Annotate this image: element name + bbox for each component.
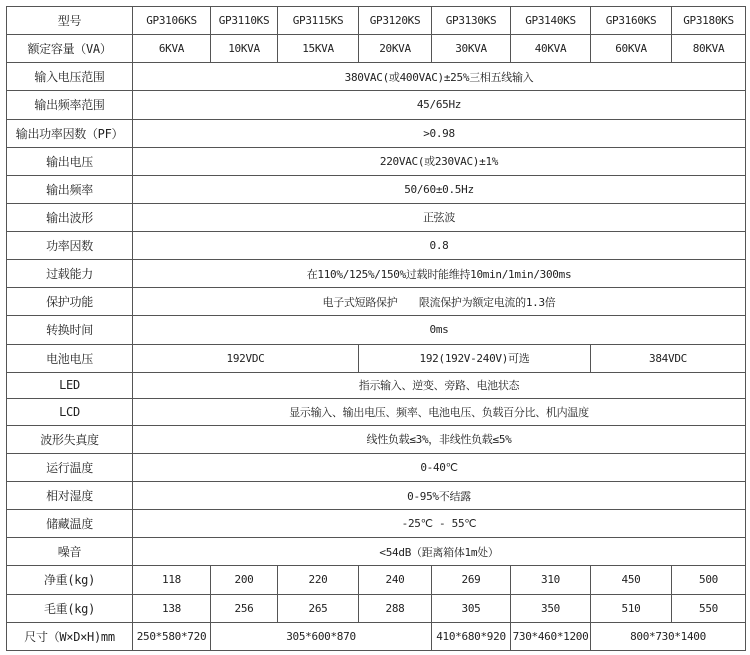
table-row xyxy=(7,119,746,147)
table-cell: 800*730*1400 xyxy=(591,622,746,650)
row-label: 毛重(kg) xyxy=(7,594,133,622)
table-cell: GP3115KS xyxy=(278,7,359,35)
spec-table-body xyxy=(7,7,746,651)
row-label: LCD xyxy=(7,399,133,426)
table-cell: 10KVA xyxy=(211,35,278,63)
table-cell: 256 xyxy=(211,594,278,622)
table-cell: GP3110KS xyxy=(211,7,278,35)
table-cell: 在110%/125%/150%过载时能维持10min/1min/300ms xyxy=(133,260,746,288)
table-cell: 200 xyxy=(211,566,278,594)
table-cell: 192(192V-240V)可选 xyxy=(359,344,591,372)
table-cell: 30KVA xyxy=(432,35,511,63)
table-cell: 线性负载≤3%，非线性负载≤5% xyxy=(133,425,746,453)
table-row xyxy=(7,288,746,316)
row-label: 电池电压 xyxy=(7,344,133,372)
table-row xyxy=(7,372,746,399)
table-cell: >0.98 xyxy=(133,119,746,147)
row-label: 噪音 xyxy=(7,538,133,566)
table-row xyxy=(7,203,746,231)
table-row xyxy=(7,91,746,119)
table-cell: 15KVA xyxy=(278,35,359,63)
table-row xyxy=(7,399,746,426)
table-cell: 0.8 xyxy=(133,232,746,260)
table-cell: 指示输入、逆变、旁路、电池状态 xyxy=(133,372,746,399)
table-cell: 0-40℃ xyxy=(133,453,746,481)
table-row xyxy=(7,63,746,91)
row-label: 净重(kg) xyxy=(7,566,133,594)
row-label: 额定容量（VA） xyxy=(7,35,133,63)
table-cell: 40KVA xyxy=(511,35,591,63)
row-label: 运行温度 xyxy=(7,453,133,481)
table-cell: 45/65Hz xyxy=(133,91,746,119)
table-cell: 380VAC(或400VAC)±25%三相五线输入 xyxy=(133,63,746,91)
table-cell: 730*460*1200 xyxy=(511,622,591,650)
table-row xyxy=(7,482,746,510)
table-row xyxy=(7,232,746,260)
table-row xyxy=(7,316,746,344)
table-row xyxy=(7,538,746,566)
table-cell: 410*680*920 xyxy=(432,622,511,650)
row-label: 转换时间 xyxy=(7,316,133,344)
table-cell: 60KVA xyxy=(591,35,672,63)
row-label: 相对湿度 xyxy=(7,482,133,510)
table-cell: 269 xyxy=(432,566,511,594)
table-cell: 240 xyxy=(359,566,432,594)
table-cell: 550 xyxy=(672,594,746,622)
table-row xyxy=(7,594,746,622)
row-label: 储藏温度 xyxy=(7,510,133,538)
table-cell: 6KVA xyxy=(133,35,211,63)
table-cell: GP3140KS xyxy=(511,7,591,35)
row-label: 输出波形 xyxy=(7,203,133,231)
row-label: 型号 xyxy=(7,7,133,35)
table-row xyxy=(7,147,746,175)
table-row xyxy=(7,566,746,594)
row-label: 输出频率范围 xyxy=(7,91,133,119)
row-label: 功率因数 xyxy=(7,232,133,260)
table-cell: -25℃ - 55℃ xyxy=(133,510,746,538)
table-cell: GP3130KS xyxy=(432,7,511,35)
table-cell: <54dB（距离箱体1m处） xyxy=(133,538,746,566)
table-cell: 80KVA xyxy=(672,35,746,63)
table-cell: 118 xyxy=(133,566,211,594)
table-cell: 0ms xyxy=(133,316,746,344)
row-label: 输出频率 xyxy=(7,175,133,203)
table-row xyxy=(7,425,746,453)
table-cell: 138 xyxy=(133,594,211,622)
row-label: 输出电压 xyxy=(7,147,133,175)
table-cell: GP3120KS xyxy=(359,7,432,35)
table-row xyxy=(7,344,746,372)
table-cell: 50/60±0.5Hz xyxy=(133,175,746,203)
table-cell: 220 xyxy=(278,566,359,594)
row-label: 过载能力 xyxy=(7,260,133,288)
table-row xyxy=(7,260,746,288)
table-cell: 350 xyxy=(511,594,591,622)
table-cell: 450 xyxy=(591,566,672,594)
table-cell: 305*600*870 xyxy=(211,622,432,650)
table-cell: 显示输入、输出电压、频率、电池电压、负载百分比、机内温度 xyxy=(133,399,746,426)
table-row xyxy=(7,510,746,538)
row-label: 波形失真度 xyxy=(7,425,133,453)
table-cell: 384VDC xyxy=(591,344,746,372)
spec-table xyxy=(6,6,746,651)
table-cell: 192VDC xyxy=(133,344,359,372)
table-cell: 305 xyxy=(432,594,511,622)
table-cell: 500 xyxy=(672,566,746,594)
table-row xyxy=(7,622,746,650)
table-cell: GP3160KS xyxy=(591,7,672,35)
row-label: 输入电压范围 xyxy=(7,63,133,91)
table-cell: 265 xyxy=(278,594,359,622)
table-row xyxy=(7,453,746,481)
table-cell: 20KVA xyxy=(359,35,432,63)
row-label: 尺寸（W×D×H)mm xyxy=(7,622,133,650)
table-cell: 250*580*720 xyxy=(133,622,211,650)
table-cell: 310 xyxy=(511,566,591,594)
table-cell: 电子式短路保护 限流保护为额定电流的1.3倍 xyxy=(133,288,746,316)
table-cell: GP3180KS xyxy=(672,7,746,35)
table-cell: 220VAC(或230VAC)±1% xyxy=(133,147,746,175)
row-label: LED xyxy=(7,372,133,399)
table-cell: GP3106KS xyxy=(133,7,211,35)
table-row xyxy=(7,35,746,63)
table-cell: 正弦波 xyxy=(133,203,746,231)
table-cell: 288 xyxy=(359,594,432,622)
table-row xyxy=(7,7,746,35)
row-label: 保护功能 xyxy=(7,288,133,316)
table-row xyxy=(7,175,746,203)
row-label: 输出功率因数（PF） xyxy=(7,119,133,147)
table-cell: 510 xyxy=(591,594,672,622)
table-cell: 0-95%不结露 xyxy=(133,482,746,510)
